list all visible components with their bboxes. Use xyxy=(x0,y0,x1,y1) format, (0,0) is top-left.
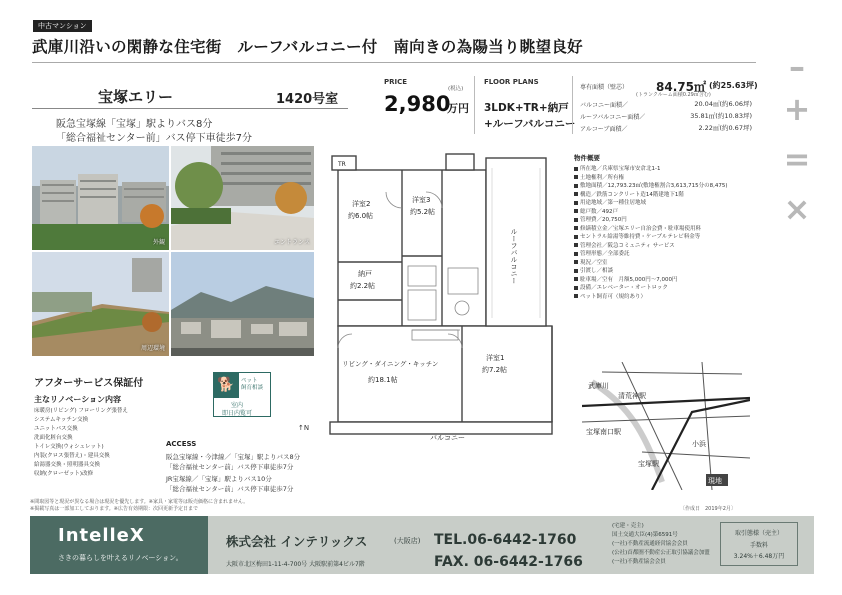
bullet-icon xyxy=(574,286,578,290)
after-service-title: アフターサービス保証付 xyxy=(34,378,144,389)
header-rule xyxy=(32,62,756,63)
renovation-item: トイレ交換(ウォシュレット) xyxy=(34,444,104,450)
exterior-image xyxy=(32,146,169,250)
photo-exterior xyxy=(32,146,169,250)
bullet-icon xyxy=(574,218,578,222)
map-label: 現地 xyxy=(708,477,722,485)
overview-row xyxy=(574,233,774,242)
company-branch: (大阪店) xyxy=(394,537,421,545)
renovation-item: ユニットバス交換 xyxy=(34,426,78,432)
room-size: 約7.2帖 xyxy=(482,366,508,374)
map-label: 宝塚南口駅 xyxy=(586,428,621,436)
minus-icon: – xyxy=(789,48,805,86)
overview-row xyxy=(574,250,774,259)
area-balcony-label: バルコニー面積／ xyxy=(580,102,629,109)
license-line: (一社)不動産協会会員 xyxy=(612,559,666,565)
license-line: 国土交通大臣(4)第6591号 xyxy=(612,532,678,538)
access-item: 阪急宝塚線・今津線／「宝塚」駅よりバス8分 xyxy=(166,453,301,461)
overview-row-text: 管理形態／全部委託 xyxy=(580,251,630,257)
map-label: 清荒神駅 xyxy=(618,392,646,400)
access-item: 「総合福祉センター前」バス停下車徒歩7分 xyxy=(166,485,294,493)
overview-row xyxy=(574,242,774,251)
name-rule xyxy=(32,108,348,109)
area-main-value: 84.75㎡ xyxy=(656,80,706,94)
access-line-2: 「総合福祉センター前」バス停下車徒歩7分 xyxy=(56,133,252,144)
price-label: PRICE xyxy=(384,78,408,86)
map-label: 武庫川 xyxy=(588,382,609,390)
overview-row xyxy=(574,293,774,302)
entrance-image xyxy=(171,146,314,250)
bullet-icon xyxy=(574,184,578,188)
room-size: 約2.2帖 xyxy=(350,282,376,290)
overview-row xyxy=(574,191,774,200)
pet-line: 飼育相談 xyxy=(241,385,264,391)
room-label: 納戸 xyxy=(358,270,372,278)
overview-rows xyxy=(574,165,774,301)
viewing-text xyxy=(217,402,257,418)
renovation-item: システムキッチン交換 xyxy=(34,417,89,423)
map-label: 小浜 xyxy=(692,440,706,448)
area-map xyxy=(582,362,750,490)
overview-row xyxy=(574,284,774,293)
license-line: (公社)首都圏不動産公正取引協議会加盟 xyxy=(612,550,710,556)
renovation-item: 床暖房(リビング) フローリング張替え xyxy=(34,408,128,414)
area-alcove-value: 2.22㎡(約0.67坪) xyxy=(698,124,752,132)
renovation-item: 内装(クロス張替え)・建具交換 xyxy=(34,453,110,459)
riverside-image xyxy=(32,252,169,356)
access-line-1: 阪急宝塚線「宝塚」駅よりバス8分 xyxy=(56,119,213,130)
floor-plan xyxy=(312,148,570,446)
property-overview xyxy=(574,153,774,301)
photo-caption: 外観 xyxy=(152,239,165,246)
date-note: 〔作成日 2019年2月〕 xyxy=(680,506,736,512)
bullet-icon xyxy=(574,226,578,230)
pet-badge xyxy=(213,372,271,418)
overview-row-text: 敷地面積／12,793.23㎡(敷地権割合3,613,715分の8,475) xyxy=(580,183,728,189)
bullet-icon xyxy=(574,269,578,273)
bullet-icon xyxy=(574,294,578,298)
renovation-item: 給湯器交換・照明器具交換 xyxy=(34,462,101,468)
room-size: 約18.1帖 xyxy=(368,376,398,384)
bullet-icon xyxy=(574,201,578,205)
overview-row xyxy=(574,259,774,268)
photo-caption: 周辺環境 xyxy=(140,345,165,352)
layout-line-1: 3LDK+TR+納戸 xyxy=(484,102,569,114)
bullet-icon xyxy=(574,277,578,281)
bullet-icon xyxy=(574,252,578,256)
layout-type xyxy=(484,100,575,132)
area-roof-value: 35.81㎡(約10.83坪) xyxy=(690,112,752,120)
overview-row-text: 管理会社／阪急コミュニティ サービス xyxy=(580,242,675,249)
room-label: バルコニー xyxy=(430,434,465,442)
bullet-icon xyxy=(574,243,578,247)
view-image xyxy=(171,252,314,356)
overview-row xyxy=(574,199,774,208)
pet-line: ペット xyxy=(241,378,258,384)
room-label: TR xyxy=(338,161,346,168)
overview-row xyxy=(574,267,774,276)
layout-line-2: +ルーフバルコニー xyxy=(484,118,576,130)
room-size: 約6.0帖 xyxy=(348,212,374,220)
bullet-icon xyxy=(574,192,578,196)
price-tax-note: (税込) xyxy=(448,86,464,92)
access-title: ACCESS xyxy=(166,440,197,448)
area-main-label: 専有面積（壁芯） xyxy=(580,84,629,91)
plus-icon: + xyxy=(783,90,811,128)
room-label: 洋室1 xyxy=(486,354,505,362)
overview-row-text: 修繕積立金／宝塚エリー自治会費・駐車場使用料 xyxy=(580,225,702,232)
company-logo: IntelleX xyxy=(58,525,145,546)
footnote: ※掲載写真は一部加工しております。※広告有効期限：次回更新予定日まで xyxy=(30,506,198,512)
bullet-icon xyxy=(574,260,578,264)
divider xyxy=(572,76,573,134)
room-label: 洋室2 xyxy=(352,200,371,208)
cross-icon: × xyxy=(783,190,811,228)
overview-row xyxy=(574,182,774,191)
photo-surroundings xyxy=(32,252,169,356)
area-main-note: (トランクルーム面積0.29㎡含む) xyxy=(636,92,711,98)
overview-row xyxy=(574,225,774,234)
company-tagline: さきの暮らしを叶えるリノベーション。 xyxy=(58,554,183,562)
fee-line: 手数料 xyxy=(749,542,768,549)
renovation-item: 洗面化粧台交換 xyxy=(34,435,73,441)
overview-row-text: 設備／エレベーター・オートロック xyxy=(580,285,668,291)
property-name: 宝塚エリー xyxy=(98,88,174,106)
renovation-item: 収納(クローゼット)改修 xyxy=(34,471,94,477)
fax-number: FAX. 06-6442-1766 xyxy=(434,554,583,570)
photo-entrance xyxy=(171,146,314,250)
room-label: ルーフバルコニー xyxy=(510,228,518,284)
area-roof-label: ルーフバルコニー面積／ xyxy=(580,114,646,121)
equals-icon: = xyxy=(783,140,811,178)
renovation-subtitle: 主なリノベーション内容 xyxy=(34,395,122,404)
price-value: 2,980 xyxy=(384,92,451,116)
area-alcove-label: アルコーブ面積／ xyxy=(580,126,628,133)
viewing-line: 室内 xyxy=(230,402,243,409)
overview-row-text: 所在地／兵庫県宝塚市安倉北1-1 xyxy=(580,166,661,172)
dog-icon: 🐕 xyxy=(213,372,239,398)
area-balcony-value: 20.04㎡(約6.06坪) xyxy=(694,100,752,108)
overview-row xyxy=(574,276,774,285)
listing-type-badge: 中古マンション xyxy=(33,20,92,32)
photo-caption: エントランス xyxy=(274,239,310,246)
overview-row-text: 土地権利／所有権 xyxy=(580,174,625,181)
overview-row-text: 総戸数／492戸 xyxy=(580,208,618,215)
overview-row xyxy=(574,165,774,174)
viewing-line: 即日内覧可 xyxy=(221,410,252,417)
overview-row-text: ペット飼育可（規約あり） xyxy=(580,293,647,300)
bullet-icon xyxy=(574,175,578,179)
room-number: 1420号室 xyxy=(276,92,339,107)
access-item: JR宝塚線／「宝塚」駅よりバス10分 xyxy=(166,475,272,483)
photo-view xyxy=(171,252,314,356)
north-label: N xyxy=(303,424,310,432)
overview-row-text: 引渡し／相談 xyxy=(580,268,614,274)
company-name: 株式会社 インテリックス xyxy=(226,534,368,549)
room-size: 約5.2帖 xyxy=(410,208,436,216)
fee-line: 取引態様（売主） xyxy=(734,530,783,537)
room-label: リビング・ダイニング・キッチン xyxy=(342,360,439,368)
license-line: (宅建・売主) xyxy=(612,523,644,529)
map-label: 宝塚駅 xyxy=(638,460,659,468)
overview-title: 物件概要 xyxy=(574,154,600,162)
license-line: (一社)不動産流通経営協会会員 xyxy=(612,541,688,547)
bullet-icon xyxy=(574,167,578,171)
overview-row xyxy=(574,174,774,183)
access-item: 「総合福祉センター前」バス停下車徒歩7分 xyxy=(166,463,294,471)
bullet-icon xyxy=(574,209,578,213)
company-address: 大阪市北区梅田1-11-4-700号 大阪駅前第4ビル7階 xyxy=(226,561,365,568)
room-label: 洋室3 xyxy=(412,196,431,204)
overview-row xyxy=(574,216,774,225)
phone-number[interactable]: TEL.06-6442-1760 xyxy=(434,532,577,548)
overview-row-text: 用途地域／第一種住居地域 xyxy=(580,200,647,206)
headline: 武庫川沿いの閑静な住宅街 ルーフバルコニー付 南向きの為陽当り眺望良好 xyxy=(32,38,583,56)
overview-row-text: 駐車場／空有 月額5,000円〜7,000円 xyxy=(580,276,678,283)
pet-text xyxy=(241,378,263,392)
price-unit: 万円 xyxy=(447,102,469,115)
overview-row-text: セントラル給湯等維持費・ケーブルテレビ料金等 xyxy=(580,234,701,240)
overview-row-text: 構造／鉄筋コンクリート造14階建地下1階 xyxy=(580,191,684,198)
overview-row xyxy=(574,208,774,217)
footnote: ※間取図等と現況が異なる場合は現況を優先します。※家具・家電等は販売価格に含まれません。 xyxy=(30,499,249,505)
overview-row-text: 現況／空室 xyxy=(580,259,608,266)
divider xyxy=(474,76,475,134)
overview-row-text: 管理費／20,750円 xyxy=(580,217,627,223)
fee-line: 3.24%＋6.48万円 xyxy=(733,553,785,560)
area-main-tsubo: (約25.63坪) xyxy=(709,81,758,90)
north-icon: ↑N xyxy=(298,424,310,432)
floor-plans-label: FLOOR PLANS xyxy=(484,78,539,86)
bullet-icon xyxy=(574,235,578,239)
